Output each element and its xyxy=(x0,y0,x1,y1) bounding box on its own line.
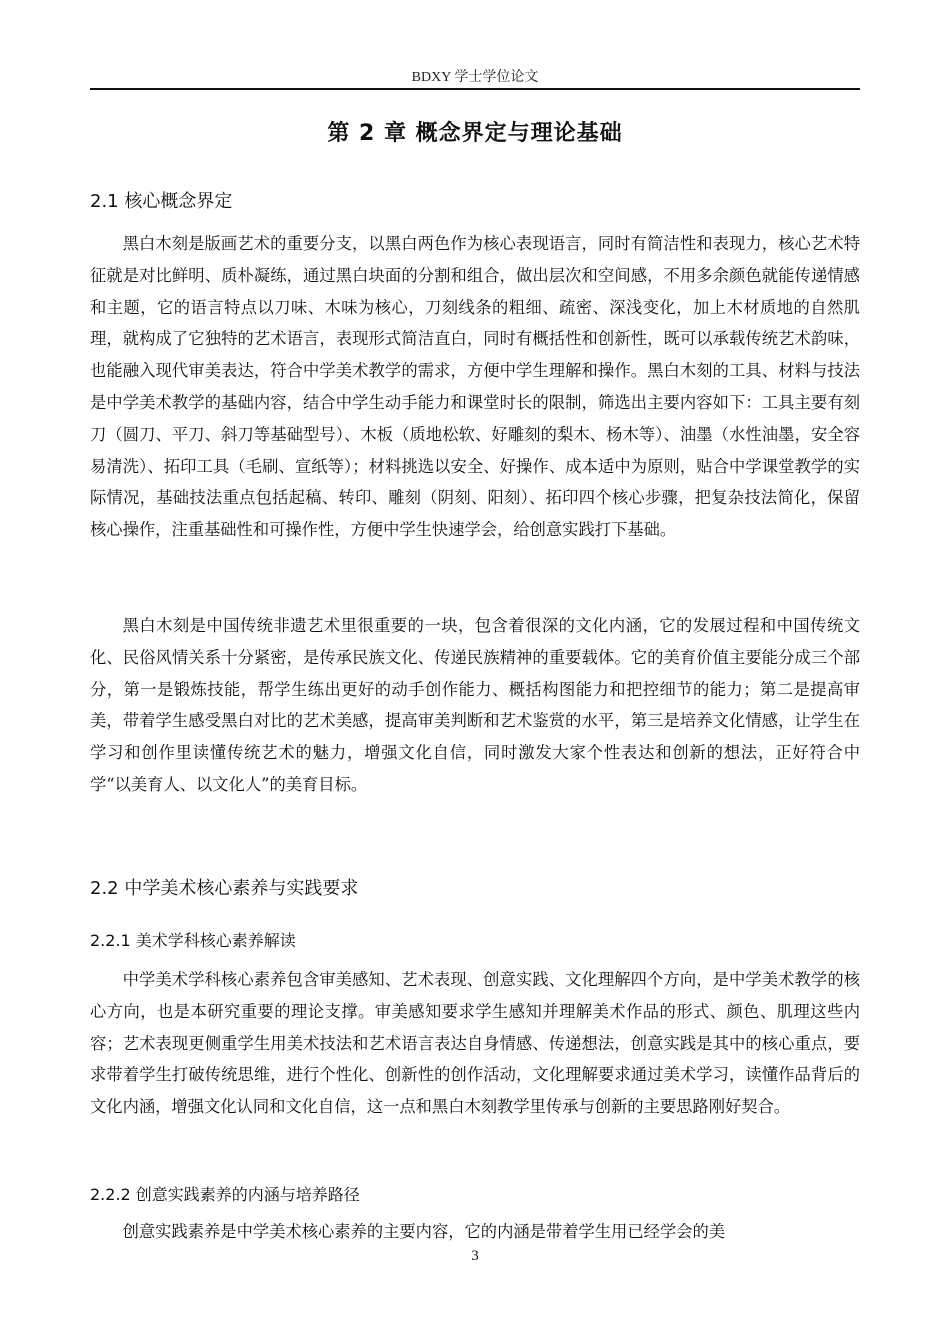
body-paragraph: 黑白木刻是中国传统非遗艺术里很重要的一块，包含着很深的文化内涵，它的发展过程和中国传统文化、民俗风情关系十分紧密，是传承民族文化、传递民族精神的重要载体。它的美育价值主要能分成三个部分，第一是锻炼技能，帮学生练出更好的动手创作能力、概括构图能力和把控细节的能力；第二是提高审美，带着学生感受黑白对比的艺术美感，提高审美判断和艺术鉴赏的水平，第三是培养文化情感，让学生在学习和创作里读懂传统艺术的魅力，增强文化自信，同时激发大家个性表达和创新的想法，正好符合中学“以美育人、以文化人”的美育目标。 xyxy=(90,616,860,794)
chapter-title: 第 2 章 概念界定与理论基础 xyxy=(327,121,623,146)
running-header: BDXY 学士学位论文 xyxy=(411,70,539,85)
body-paragraph: 中学美术学科核心素养包含审美感知、艺术表现、创意实践、文化理解四个方向，是中学美术教学的核心方向，也是本研究重要的理论支撑。审美感知要求学生感知并理解美术作品的形式、颜色、肌理这些内容；艺术表现更侧重学生用美术技法和艺术语言表达自身情感、传递想法，创意实践是其中的核心重点，要求带着学生打破传统思维，进行个性化、创新性的创作活动，文化理解要求通过美术学习，读懂作品背后的文化内涵，增强文化认同和文化自信，这一点和黑白木刻教学里传承与创新的主要思路刚好契合。 xyxy=(90,970,860,1117)
page-number: 3 xyxy=(471,1248,479,1264)
header-rule xyxy=(90,88,860,90)
body-paragraph: 黑白木刻是版画艺术的重要分支，以黑白两色作为核心表现语言，同时有简洁性和表现力，核心艺术特征就是对比鲜明、质朴凝练，通过黑白块面的分割和组合，做出层次和空间感，不用多余颜色就能传递情感和主题，它的语言特点以刀味、木味为核心，刀刻线条的粗细、疏密、深浅变化，加上木材质地的自然肌理，就构成了它独特的艺术语言，表现形式简洁直白，同时有概括性和创新性，既可以承载传统艺术韵味，也能融入现代审美表达，符合中学美术教学的需求，方便中学生理解和操作。黑白木刻的工具、材料与技法是中学美术教学的基础内容，结合中学生动手能力和课堂时长的限制，筛选出主要内容如下：工具主要有刻刀（圆刀、平刀、斜刀等基础型号）、木板（质地松软、好雕刻的梨木、杨木等）、油墨（水性油墨，安全容易清洗）、拓印工具（毛刷、宣纸等）；材料挑选以安全、好操作、成本适中为原则，贴合中学课堂教学的实际情况，基础技法重点包括起稿、转印、雕刻（阴刻、阳刻）、拓印四个核心步骤，把复杂技法简化，保留核心操作，注重基础性和可操作性，方便中学生快速学会，给创意实践打下基础。 xyxy=(90,234,860,540)
body-paragraph: 创意实践素养是中学美术核心素养的主要内容，它的内涵是带着学生用已经学会的美 xyxy=(122,1222,726,1241)
section-heading-2-2: 2.2 中学美术核心素养与实践要求 xyxy=(90,878,359,899)
section-heading-2-1: 2.1 核心概念界定 xyxy=(90,191,233,212)
subsection-heading-2-2-2: 2.2.2 创意实践素养的内涵与培养路径 xyxy=(90,1185,360,1204)
subsection-heading-2-2-1: 2.2.1 美术学科核心素养解读 xyxy=(90,931,296,950)
